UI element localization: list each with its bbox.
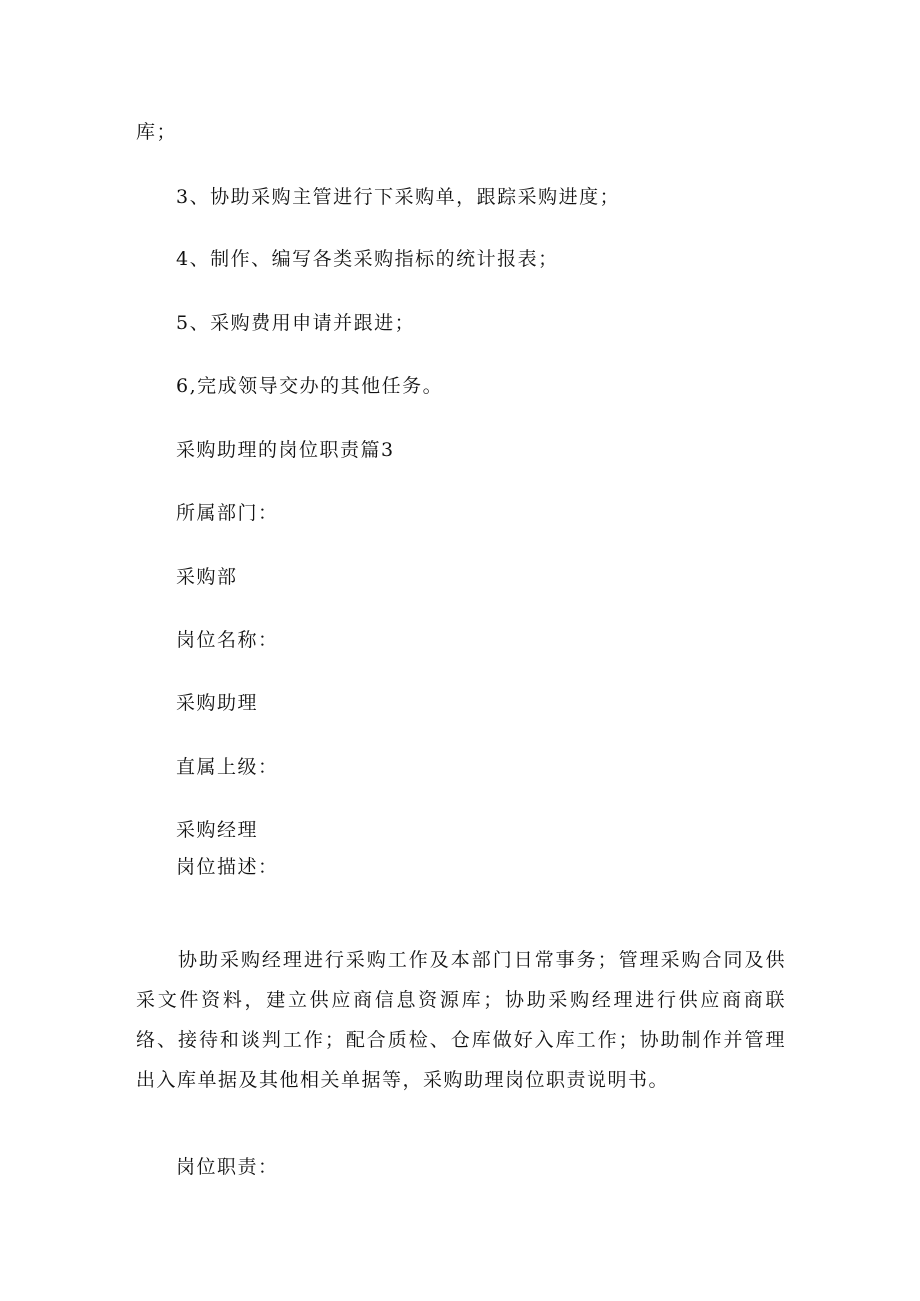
description-paragraph: 协助采购经理进行采购工作及本部门日常事务；管理采购合同及供采文件资料，建立供应商信息资源库；协助采购经理进行供应商商联络、接待和谈判工作；配合质检、仓库做好入库工作；协助制作并管理出入库单据及其他相关单据等，采购助理岗位职责说明书。 bbox=[136, 949, 786, 1091]
department-label: 所属部门： bbox=[176, 502, 279, 524]
duty-item-4: 4、制作、编写各类采购指标的统计报表； bbox=[176, 248, 559, 270]
duty-item-3: 3、协助采购主管进行下采购单，跟踪采购进度； bbox=[176, 186, 621, 208]
description-label: 岗位描述： bbox=[176, 856, 279, 878]
position-label: 岗位名称： bbox=[176, 629, 279, 651]
duties-heading: 岗位职责： bbox=[176, 1156, 279, 1178]
section-heading: 采购助理的岗位职责篇3 bbox=[176, 439, 395, 461]
supervisor-label: 直属上级： bbox=[176, 756, 279, 778]
duty-item-6: 6,完成领导交办的其他任务。 bbox=[176, 375, 444, 397]
continuation-line: 库； bbox=[136, 121, 178, 143]
duty-item-5: 5、采购费用申请并跟进； bbox=[176, 312, 416, 334]
position-value: 采购助理 bbox=[176, 692, 259, 714]
department-value: 采购部 bbox=[176, 566, 238, 588]
supervisor-value: 采购经理 bbox=[176, 819, 259, 841]
